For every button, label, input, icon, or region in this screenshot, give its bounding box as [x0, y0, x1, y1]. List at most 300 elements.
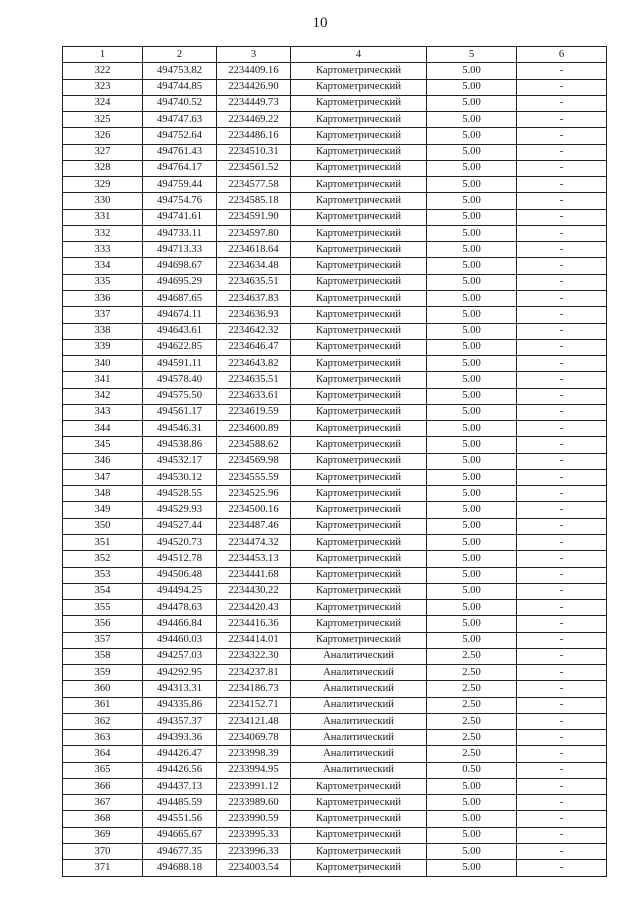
accuracy-cell: 5.00: [427, 372, 517, 388]
accuracy-cell: 5.00: [427, 225, 517, 241]
point-number-cell: 332: [63, 225, 143, 241]
y-coordinate-cell: 2234449.73: [217, 95, 291, 111]
note-cell: -: [517, 79, 607, 95]
table-row: [63, 437, 607, 453]
x-coordinate-cell: 494561.17: [143, 404, 217, 420]
table-row: [63, 762, 607, 778]
y-coordinate-cell: 2233998.39: [217, 746, 291, 762]
accuracy-cell: 5.00: [427, 112, 517, 128]
point-number-cell: 369: [63, 827, 143, 843]
accuracy-cell: 5.00: [427, 421, 517, 437]
x-coordinate-cell: 494747.63: [143, 112, 217, 128]
point-number-cell: 349: [63, 502, 143, 518]
note-cell: -: [517, 616, 607, 632]
note-cell: -: [517, 469, 607, 485]
table-row: [63, 209, 607, 225]
accuracy-cell: 5.00: [427, 811, 517, 827]
y-coordinate-cell: 2233994.95: [217, 762, 291, 778]
method-cell: Картометрический: [291, 372, 427, 388]
table-row: [63, 144, 607, 160]
y-coordinate-cell: 2234069.78: [217, 730, 291, 746]
y-coordinate-cell: 2234003.54: [217, 860, 291, 876]
accuracy-cell: 5.00: [427, 600, 517, 616]
method-cell: Картометрический: [291, 421, 427, 437]
y-coordinate-cell: 2234634.48: [217, 258, 291, 274]
method-cell: Картометрический: [291, 63, 427, 79]
method-cell: Картометрический: [291, 242, 427, 258]
accuracy-cell: 2.50: [427, 730, 517, 746]
column-header: 6: [517, 47, 607, 63]
table-row: [63, 339, 607, 355]
point-number-cell: 362: [63, 713, 143, 729]
method-cell: Картометрический: [291, 778, 427, 794]
y-coordinate-cell: 2234555.59: [217, 469, 291, 485]
x-coordinate-cell: 494733.11: [143, 225, 217, 241]
table-body: [63, 63, 607, 876]
note-cell: -: [517, 242, 607, 258]
point-number-cell: 367: [63, 795, 143, 811]
accuracy-cell: 5.00: [427, 339, 517, 355]
x-coordinate-cell: 494677.35: [143, 844, 217, 860]
x-coordinate-cell: 494741.61: [143, 209, 217, 225]
y-coordinate-cell: 2233989.60: [217, 795, 291, 811]
note-cell: -: [517, 258, 607, 274]
x-coordinate-cell: 494478.63: [143, 600, 217, 616]
note-cell: -: [517, 323, 607, 339]
table-row: [63, 388, 607, 404]
accuracy-cell: 5.00: [427, 160, 517, 176]
note-cell: -: [517, 128, 607, 144]
point-number-cell: 354: [63, 583, 143, 599]
method-cell: Картометрический: [291, 486, 427, 502]
accuracy-cell: 5.00: [427, 177, 517, 193]
method-cell: Картометрический: [291, 502, 427, 518]
note-cell: -: [517, 665, 607, 681]
x-coordinate-cell: 494740.52: [143, 95, 217, 111]
table-row: [63, 225, 607, 241]
note-cell: -: [517, 160, 607, 176]
x-coordinate-cell: 494695.29: [143, 274, 217, 290]
note-cell: -: [517, 730, 607, 746]
x-coordinate-cell: 494713.33: [143, 242, 217, 258]
point-number-cell: 348: [63, 486, 143, 502]
y-coordinate-cell: 2234646.47: [217, 339, 291, 355]
note-cell: -: [517, 339, 607, 355]
x-coordinate-cell: 494530.12: [143, 469, 217, 485]
x-coordinate-cell: 494688.18: [143, 860, 217, 876]
accuracy-cell: 5.00: [427, 307, 517, 323]
method-cell: Аналитический: [291, 648, 427, 664]
y-coordinate-cell: 2234474.32: [217, 534, 291, 550]
method-cell: Картометрический: [291, 469, 427, 485]
y-coordinate-cell: 2234619.59: [217, 404, 291, 420]
note-cell: -: [517, 177, 607, 193]
point-number-cell: 324: [63, 95, 143, 111]
y-coordinate-cell: 2234588.62: [217, 437, 291, 453]
accuracy-cell: 5.00: [427, 144, 517, 160]
y-coordinate-cell: 2234500.16: [217, 502, 291, 518]
note-cell: -: [517, 112, 607, 128]
table-row: [63, 242, 607, 258]
point-number-cell: 330: [63, 193, 143, 209]
x-coordinate-cell: 494529.93: [143, 502, 217, 518]
x-coordinate-cell: 494335.86: [143, 697, 217, 713]
accuracy-cell: 5.00: [427, 567, 517, 583]
note-cell: -: [517, 372, 607, 388]
y-coordinate-cell: 2234525.96: [217, 486, 291, 502]
accuracy-cell: 5.00: [427, 290, 517, 306]
method-cell: Картометрический: [291, 95, 427, 111]
method-cell: Картометрический: [291, 844, 427, 860]
table-row: [63, 486, 607, 502]
table-row: [63, 356, 607, 372]
point-number-cell: 351: [63, 534, 143, 550]
table-row: [63, 177, 607, 193]
point-number-cell: 343: [63, 404, 143, 420]
x-coordinate-cell: 494437.13: [143, 778, 217, 794]
x-coordinate-cell: 494532.17: [143, 453, 217, 469]
y-coordinate-cell: 2234486.16: [217, 128, 291, 144]
method-cell: Аналитический: [291, 681, 427, 697]
x-coordinate-cell: 494687.65: [143, 290, 217, 306]
table-row: [63, 583, 607, 599]
point-number-cell: 359: [63, 665, 143, 681]
point-number-cell: 346: [63, 453, 143, 469]
note-cell: -: [517, 551, 607, 567]
y-coordinate-cell: 2234453.13: [217, 551, 291, 567]
accuracy-cell: 5.00: [427, 323, 517, 339]
x-coordinate-cell: 494546.31: [143, 421, 217, 437]
y-coordinate-cell: 2234643.82: [217, 356, 291, 372]
table-row: [63, 160, 607, 176]
method-cell: Картометрический: [291, 274, 427, 290]
page-number: 10: [312, 15, 328, 31]
y-coordinate-cell: 2233996.33: [217, 844, 291, 860]
accuracy-cell: 5.00: [427, 79, 517, 95]
y-coordinate-cell: 2234618.64: [217, 242, 291, 258]
accuracy-cell: 0.50: [427, 762, 517, 778]
y-coordinate-cell: 2234635.51: [217, 274, 291, 290]
method-cell: Картометрический: [291, 567, 427, 583]
table-header-row: [63, 47, 607, 63]
method-cell: Картометрический: [291, 583, 427, 599]
note-cell: -: [517, 827, 607, 843]
x-coordinate-cell: 494754.76: [143, 193, 217, 209]
table-row: [63, 860, 607, 876]
table-row: [63, 844, 607, 860]
point-number-cell: 347: [63, 469, 143, 485]
point-number-cell: 358: [63, 648, 143, 664]
table-row: [63, 128, 607, 144]
accuracy-cell: 5.00: [427, 632, 517, 648]
y-coordinate-cell: 2234561.52: [217, 160, 291, 176]
note-cell: -: [517, 746, 607, 762]
point-number-cell: 334: [63, 258, 143, 274]
note-cell: -: [517, 681, 607, 697]
table-row: [63, 453, 607, 469]
note-cell: -: [517, 567, 607, 583]
table-row: [63, 778, 607, 794]
note-cell: -: [517, 811, 607, 827]
point-number-cell: 329: [63, 177, 143, 193]
x-coordinate-cell: 494674.11: [143, 307, 217, 323]
y-coordinate-cell: 2234430.22: [217, 583, 291, 599]
table-row: [63, 79, 607, 95]
accuracy-cell: 5.00: [427, 404, 517, 420]
table-row: [63, 795, 607, 811]
y-coordinate-cell: 2234420.43: [217, 600, 291, 616]
note-cell: -: [517, 697, 607, 713]
point-number-cell: 350: [63, 518, 143, 534]
accuracy-cell: 5.00: [427, 258, 517, 274]
column-header: 1: [63, 47, 143, 63]
table-row: [63, 730, 607, 746]
note-cell: -: [517, 95, 607, 111]
x-coordinate-cell: 494313.31: [143, 681, 217, 697]
y-coordinate-cell: 2234409.16: [217, 63, 291, 79]
x-coordinate-cell: 494575.50: [143, 388, 217, 404]
method-cell: Картометрический: [291, 225, 427, 241]
point-number-cell: 364: [63, 746, 143, 762]
method-cell: Картометрический: [291, 307, 427, 323]
x-coordinate-cell: 494466.84: [143, 616, 217, 632]
accuracy-cell: 2.50: [427, 746, 517, 762]
method-cell: Картометрический: [291, 356, 427, 372]
method-cell: Картометрический: [291, 193, 427, 209]
y-coordinate-cell: 2234600.89: [217, 421, 291, 437]
y-coordinate-cell: 2234152.71: [217, 697, 291, 713]
accuracy-cell: 5.00: [427, 274, 517, 290]
y-coordinate-cell: 2234441.68: [217, 567, 291, 583]
y-coordinate-cell: 2234510.31: [217, 144, 291, 160]
accuracy-cell: 5.00: [427, 583, 517, 599]
x-coordinate-cell: 494643.61: [143, 323, 217, 339]
method-cell: Картометрический: [291, 795, 427, 811]
accuracy-cell: 5.00: [427, 242, 517, 258]
y-coordinate-cell: 2234322.30: [217, 648, 291, 664]
x-coordinate-cell: 494426.56: [143, 762, 217, 778]
note-cell: -: [517, 307, 607, 323]
method-cell: Аналитический: [291, 730, 427, 746]
method-cell: Аналитический: [291, 713, 427, 729]
method-cell: Аналитический: [291, 665, 427, 681]
y-coordinate-cell: 2234642.32: [217, 323, 291, 339]
note-cell: -: [517, 518, 607, 534]
accuracy-cell: 5.00: [427, 469, 517, 485]
point-number-cell: 365: [63, 762, 143, 778]
note-cell: -: [517, 209, 607, 225]
y-coordinate-cell: 2234585.18: [217, 193, 291, 209]
accuracy-cell: 5.00: [427, 453, 517, 469]
y-coordinate-cell: 2234121.48: [217, 713, 291, 729]
method-cell: Картометрический: [291, 632, 427, 648]
column-header: 5: [427, 47, 517, 63]
x-coordinate-cell: 494485.59: [143, 795, 217, 811]
x-coordinate-cell: 494257.03: [143, 648, 217, 664]
y-coordinate-cell: 2234577.58: [217, 177, 291, 193]
accuracy-cell: 2.50: [427, 648, 517, 664]
x-coordinate-cell: 494292.95: [143, 665, 217, 681]
coordinates-table: [62, 46, 607, 877]
table-row: [63, 421, 607, 437]
y-coordinate-cell: 2234597.80: [217, 225, 291, 241]
y-coordinate-cell: 2234635.51: [217, 372, 291, 388]
note-cell: -: [517, 356, 607, 372]
point-number-cell: 353: [63, 567, 143, 583]
table-row: [63, 63, 607, 79]
point-number-cell: 352: [63, 551, 143, 567]
point-number-cell: 325: [63, 112, 143, 128]
accuracy-cell: 5.00: [427, 844, 517, 860]
point-number-cell: 363: [63, 730, 143, 746]
table-row: [63, 567, 607, 583]
table-row: [63, 95, 607, 111]
table-row: [63, 193, 607, 209]
x-coordinate-cell: 494578.40: [143, 372, 217, 388]
accuracy-cell: 5.00: [427, 95, 517, 111]
point-number-cell: 338: [63, 323, 143, 339]
accuracy-cell: 5.00: [427, 860, 517, 876]
accuracy-cell: 5.00: [427, 63, 517, 79]
method-cell: Картометрический: [291, 518, 427, 534]
note-cell: -: [517, 583, 607, 599]
note-cell: -: [517, 600, 607, 616]
x-coordinate-cell: 494494.25: [143, 583, 217, 599]
method-cell: Картометрический: [291, 811, 427, 827]
table-row: [63, 600, 607, 616]
x-coordinate-cell: 494393.36: [143, 730, 217, 746]
table-row: [63, 551, 607, 567]
method-cell: Картометрический: [291, 209, 427, 225]
note-cell: -: [517, 534, 607, 550]
method-cell: Аналитический: [291, 697, 427, 713]
point-number-cell: 366: [63, 778, 143, 794]
y-coordinate-cell: 2234426.90: [217, 79, 291, 95]
point-number-cell: 326: [63, 128, 143, 144]
table-row: [63, 307, 607, 323]
note-cell: -: [517, 648, 607, 664]
method-cell: Картометрический: [291, 860, 427, 876]
accuracy-cell: 5.00: [427, 356, 517, 372]
x-coordinate-cell: 494753.82: [143, 63, 217, 79]
x-coordinate-cell: 494426.47: [143, 746, 217, 762]
x-coordinate-cell: 494622.85: [143, 339, 217, 355]
y-coordinate-cell: 2234633.61: [217, 388, 291, 404]
y-coordinate-cell: 2233991.12: [217, 778, 291, 794]
accuracy-cell: 5.00: [427, 502, 517, 518]
table-row: [63, 665, 607, 681]
x-coordinate-cell: 494752.64: [143, 128, 217, 144]
point-number-cell: 336: [63, 290, 143, 306]
y-coordinate-cell: 2234636.93: [217, 307, 291, 323]
table-row: [63, 112, 607, 128]
point-number-cell: 333: [63, 242, 143, 258]
x-coordinate-cell: 494759.44: [143, 177, 217, 193]
x-coordinate-cell: 494460.03: [143, 632, 217, 648]
note-cell: -: [517, 486, 607, 502]
accuracy-cell: 5.00: [427, 128, 517, 144]
y-coordinate-cell: 2233995.33: [217, 827, 291, 843]
table-row: [63, 827, 607, 843]
point-number-cell: 341: [63, 372, 143, 388]
accuracy-cell: 5.00: [427, 551, 517, 567]
point-number-cell: 361: [63, 697, 143, 713]
accuracy-cell: 5.00: [427, 486, 517, 502]
x-coordinate-cell: 494591.11: [143, 356, 217, 372]
method-cell: Картометрический: [291, 534, 427, 550]
table-row: [63, 746, 607, 762]
point-number-cell: 360: [63, 681, 143, 697]
point-number-cell: 335: [63, 274, 143, 290]
note-cell: -: [517, 632, 607, 648]
note-cell: -: [517, 437, 607, 453]
point-number-cell: 368: [63, 811, 143, 827]
method-cell: Картометрический: [291, 600, 427, 616]
point-number-cell: 322: [63, 63, 143, 79]
point-number-cell: 370: [63, 844, 143, 860]
table-row: [63, 404, 607, 420]
method-cell: Картометрический: [291, 144, 427, 160]
table-row: [63, 323, 607, 339]
accuracy-cell: 5.00: [427, 437, 517, 453]
y-coordinate-cell: 2234591.90: [217, 209, 291, 225]
method-cell: Картометрический: [291, 177, 427, 193]
point-number-cell: 342: [63, 388, 143, 404]
x-coordinate-cell: 494506.48: [143, 567, 217, 583]
method-cell: Картометрический: [291, 827, 427, 843]
method-cell: Картометрический: [291, 616, 427, 632]
y-coordinate-cell: 2234186.73: [217, 681, 291, 697]
note-cell: -: [517, 453, 607, 469]
accuracy-cell: 5.00: [427, 778, 517, 794]
x-coordinate-cell: 494520.73: [143, 534, 217, 550]
note-cell: -: [517, 844, 607, 860]
table-row: [63, 681, 607, 697]
accuracy-cell: 5.00: [427, 795, 517, 811]
note-cell: -: [517, 502, 607, 518]
note-cell: -: [517, 388, 607, 404]
point-number-cell: 327: [63, 144, 143, 160]
note-cell: -: [517, 713, 607, 729]
note-cell: -: [517, 860, 607, 876]
note-cell: -: [517, 274, 607, 290]
x-coordinate-cell: 494665.67: [143, 827, 217, 843]
accuracy-cell: 5.00: [427, 388, 517, 404]
x-coordinate-cell: 494512.78: [143, 551, 217, 567]
accuracy-cell: 5.00: [427, 616, 517, 632]
x-coordinate-cell: 494528.55: [143, 486, 217, 502]
note-cell: -: [517, 762, 607, 778]
table-row: [63, 713, 607, 729]
table-row: [63, 469, 607, 485]
accuracy-cell: 5.00: [427, 193, 517, 209]
table-row: [63, 502, 607, 518]
table-row: [63, 811, 607, 827]
table-row: [63, 274, 607, 290]
table-row: [63, 648, 607, 664]
point-number-cell: 323: [63, 79, 143, 95]
y-coordinate-cell: 2234416.36: [217, 616, 291, 632]
accuracy-cell: 5.00: [427, 827, 517, 843]
method-cell: Картометрический: [291, 323, 427, 339]
column-header: 3: [217, 47, 291, 63]
y-coordinate-cell: 2234487.46: [217, 518, 291, 534]
y-coordinate-cell: 2234237.81: [217, 665, 291, 681]
table-row: [63, 372, 607, 388]
note-cell: -: [517, 421, 607, 437]
note-cell: -: [517, 290, 607, 306]
y-coordinate-cell: 2234569.98: [217, 453, 291, 469]
